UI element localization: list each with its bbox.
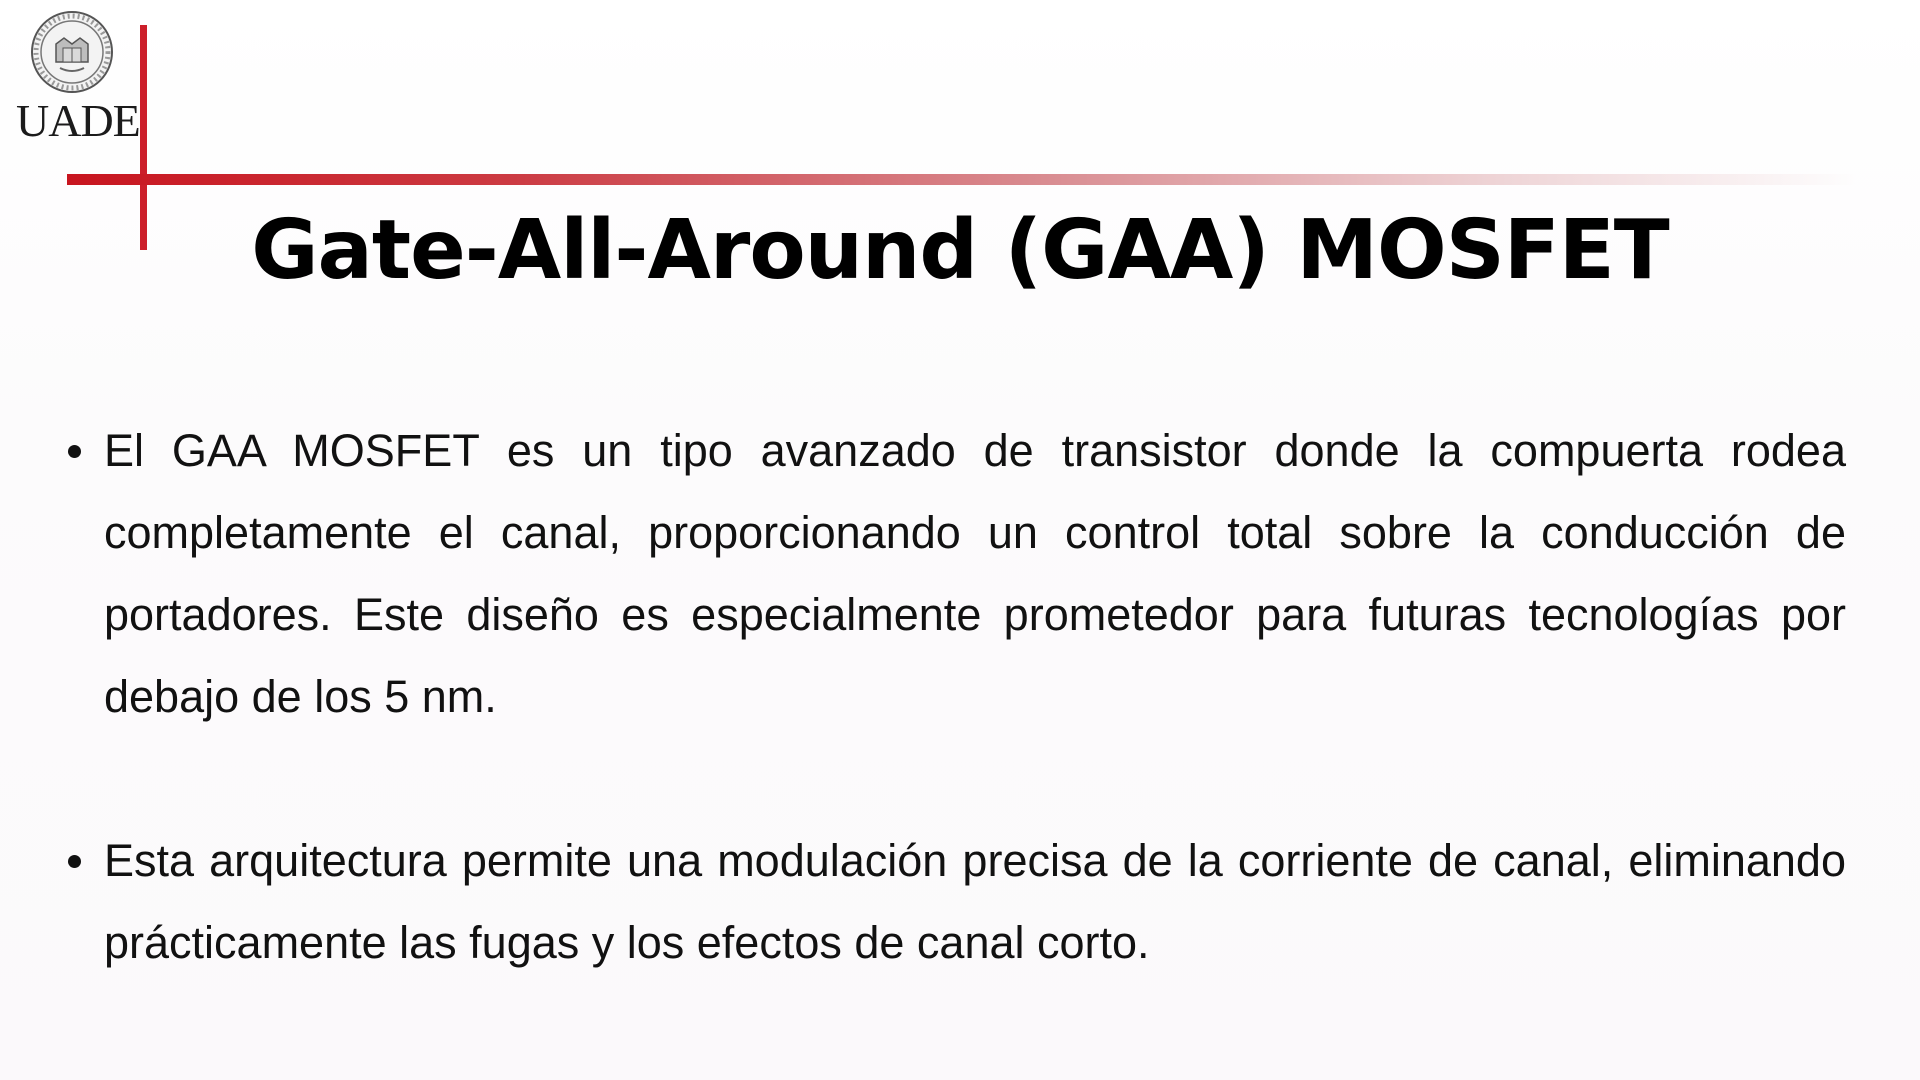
logo-wordmark: UADE [16, 95, 140, 146]
bullet-text: Esta arquitectura permite una modulación precisa de la corriente de canal, eliminando prácticamente las fugas y los efectos de canal corto. [104, 835, 1846, 968]
slide-title: Gate-All-Around (GAA) MOSFET [251, 203, 1669, 298]
uade-logo [16, 10, 140, 150]
bullet-dot-icon [68, 855, 81, 868]
bullet-item [66, 410, 1846, 738]
bullet-text: El GAA MOSFET es un tipo avanzado de transistor donde la compuerta rodea completamente el canal, proporcionando un control total sobre la conducción de portadores. Este diseño es especialmente prometedor para futuras tecnologías por debajo de los 5 nm. [104, 425, 1846, 722]
university-seal-icon [30, 10, 114, 94]
bullet-list [66, 410, 1846, 984]
bullet-dot-icon [68, 445, 81, 458]
accent-horizontal-rule [67, 174, 1857, 185]
bullet-item [66, 820, 1846, 984]
